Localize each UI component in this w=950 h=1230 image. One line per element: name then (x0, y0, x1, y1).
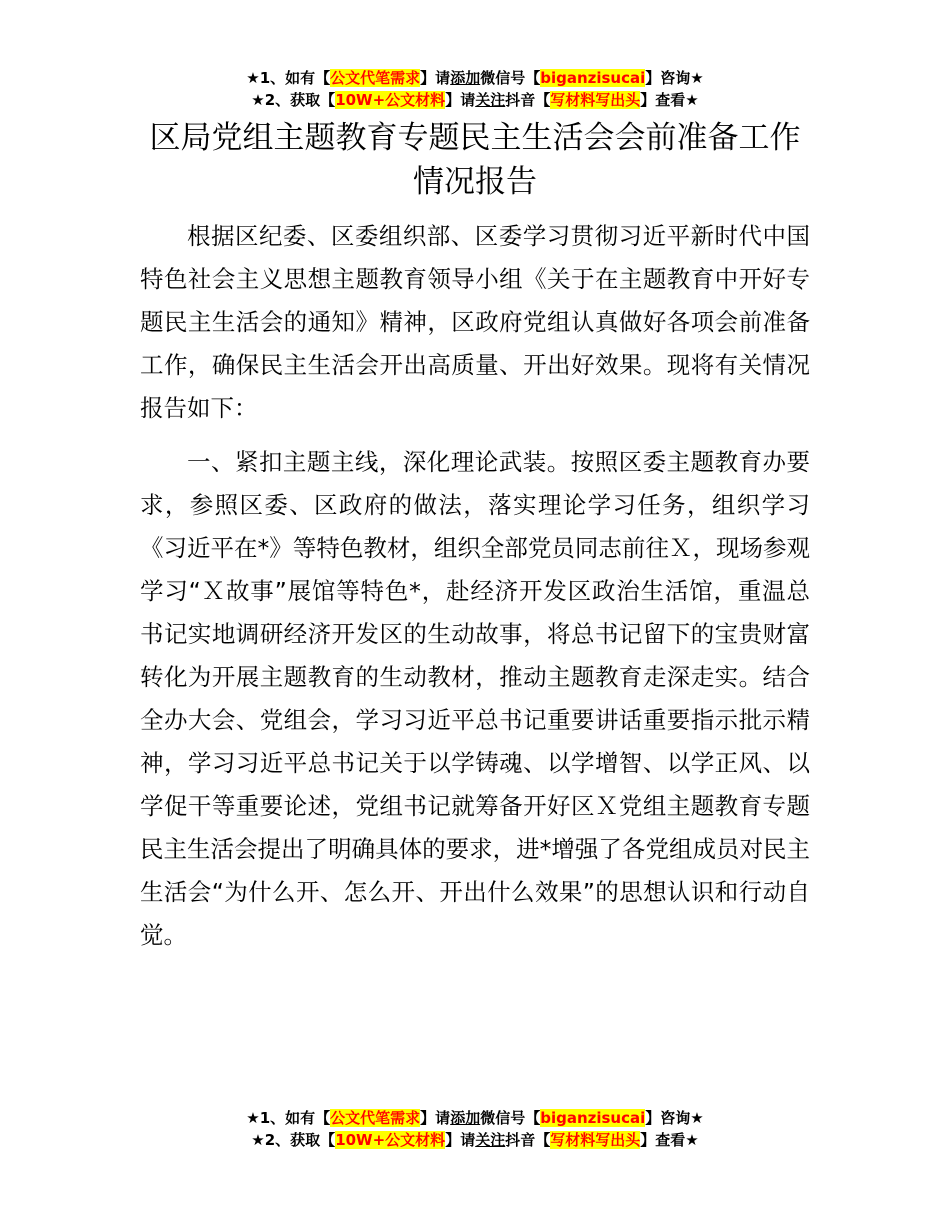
promo-highlight: 公文代笔需求 (330, 69, 421, 87)
promo-underlined: 添加 (450, 1109, 481, 1127)
promo-highlight: 写材料写出头 (550, 1131, 641, 1149)
promo-text: 微信号【 (480, 69, 541, 87)
promo-highlight: biganzisucai (540, 69, 646, 87)
promo-text: 】查看★ (640, 91, 699, 109)
promo-text: 】请 (445, 91, 476, 109)
promo-line-1 (0, 1107, 950, 1129)
promo-highlight: biganzisucai (540, 1109, 646, 1127)
paragraph-intro: 根据区纪委、区委组织部、区委学习贯彻习近平新时代中国特色社会主义思想主题教育领导小组《关于在主题教育中开好专题民主生活会的通知》精神，区政府党组认真做好各项会前准备工作，确保民主生活会开出高质量、开出好效果。现将有关情况报告如下： (140, 222, 810, 422)
promo-text: 】请 (420, 69, 451, 87)
promo-line-2 (0, 89, 950, 111)
promo-text: 微信号【 (480, 1109, 541, 1127)
promo-text: 】咨询★ (645, 69, 704, 87)
promo-text: ★1、如有【 (246, 1109, 331, 1127)
promo-highlight: 写材料写出头 (550, 91, 641, 109)
promo-line-2 (0, 1129, 950, 1151)
promo-text: 抖音【 (505, 91, 551, 109)
promo-highlight: 公文代笔需求 (330, 1109, 421, 1127)
promo-underlined: 关注 (475, 1131, 506, 1149)
paragraph-section-1: 一、紧扣主题主线，深化理论武装。按照区委主题教育办要求，参照区委、区政府的做法，落实理论学习任务，组织学习《习近平在*》等特色教材，组织全部党员同志前往Ｘ，现场参观学习“Ｘ故事”展馆等特色*，赴经济开发区政治生活馆，重温总书记实地调研经济开发区的生动故事，将总书记留下的宝贵财富转化为开展主题教育的生动教材，推动主题教育走深走实。结合全办大会、党组会，学习习近平总书记重要讲话重要指示批示精神，学习习近平总书记关于以学铸魂、以学增智、以学正风、以学促干等重要论述，党组书记就筹备开好区Ｘ党组主题教育专题民主生活会提出了明确具体的要求，进*增强了各党组成员对民主生活会“为什么开、怎么开、开出什么效果”的思想认识和行动自觉。 (140, 448, 810, 949)
promo-underlined: 添加 (450, 69, 481, 87)
document-title: 区局党组主题教育专题民主生活会会前准备工作情况报告 (149, 120, 801, 200)
promo-header (0, 67, 950, 111)
promo-text: 】请 (420, 1109, 451, 1127)
promo-text: 】查看★ (640, 1131, 699, 1149)
promo-footer (0, 1107, 950, 1151)
promo-line-1 (0, 67, 950, 89)
promo-text: 抖音【 (505, 1131, 551, 1149)
promo-text: ★1、如有【 (246, 69, 331, 87)
promo-text: ★2、获取【 (251, 91, 336, 109)
promo-text: ★2、获取【 (251, 1131, 336, 1149)
promo-highlight: 10W+公文材料 (335, 1131, 446, 1149)
promo-underlined: 关注 (475, 91, 506, 109)
promo-text: 】咨询★ (645, 1109, 704, 1127)
promo-text: 】请 (445, 1131, 476, 1149)
promo-highlight: 10W+公文材料 (335, 91, 446, 109)
